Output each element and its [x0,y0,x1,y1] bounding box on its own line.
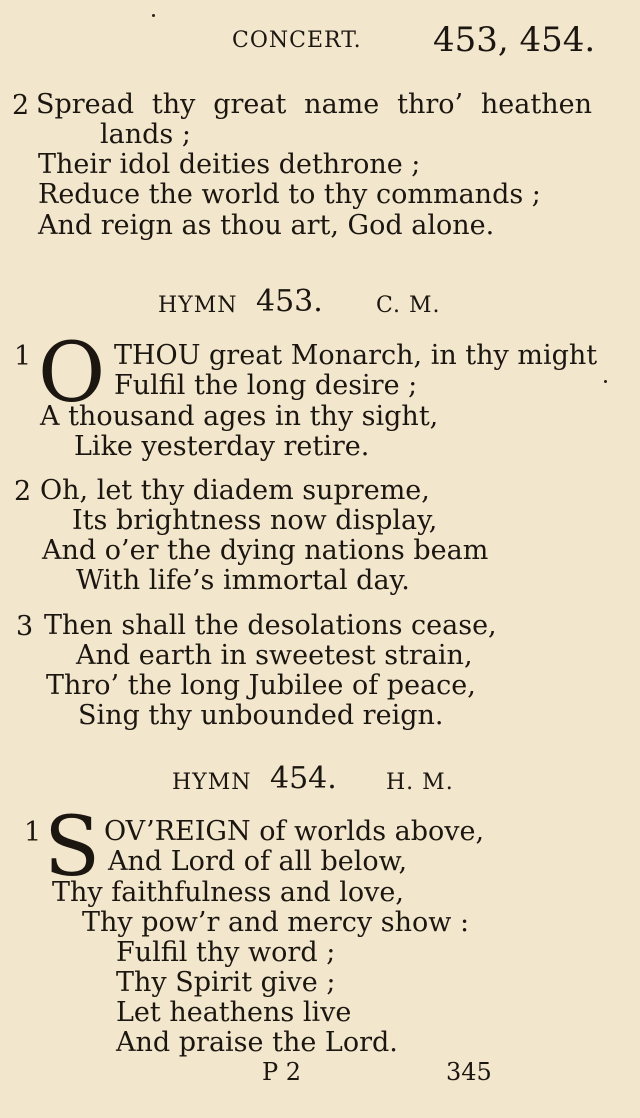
verse-line: With life’s immortal day. [76,565,410,596]
verse-line: Thy Spirit give ; [116,967,336,998]
verse-line: OV’REIGN of worlds above, [104,816,485,847]
ink-speck [152,14,155,17]
verse-line: Fulfil the long desire ; [114,370,418,401]
hymn-number: 453. [256,284,323,319]
verse-line: lands ; [100,119,191,150]
verse-line: And reign as thou art, God alone. [38,210,495,241]
verse-line: Reduce the world to thy commands ; [38,179,541,210]
verse-line: And Lord of all below, [108,846,408,877]
verse-line: Oh, let thy diadem supreme, [40,475,430,506]
drop-capital: S [44,800,101,895]
running-header-hymn-numbers: 453, 454. [433,20,596,60]
verse-line: Its brightness now display, [72,505,438,536]
verse-line: Their idol deities dethrone ; [38,149,421,180]
hymn-title: HYMN [158,293,238,318]
verse-line: Spread thy great name thro’ heathen [36,89,592,120]
drop-capital: O [38,326,106,421]
stanza-number: 3 [16,611,34,642]
verse-line: Thro’ the long Jubilee of peace, [46,670,476,701]
stanza-number: 2 [14,476,32,507]
signature-mark: P 2 [262,1058,302,1086]
verse-line: Thy pow’r and mercy show : [82,907,470,938]
stanza-number: 1 [24,817,42,848]
hymn-number: 454. [270,761,337,796]
page-number: 345 [446,1058,492,1086]
verse-line: Sing thy unbounded reign. [78,700,444,731]
stanza-number: 1 [14,341,32,372]
hymn-meter: H. M. [386,770,454,795]
ink-speck [604,380,607,383]
verse-line: A thousand ages in thy sight, [40,401,439,432]
running-header-title: CONCERT. [232,28,362,53]
hymn-meter: C. M. [376,293,441,318]
hymn-title: HYMN [172,770,252,795]
stanza-number: 2 [12,90,30,121]
verse-line: Let heathens live [116,997,352,1028]
verse-line: And earth in sweetest strain, [76,640,473,671]
verse-line: Then shall the desolations cease, [44,610,497,641]
verse-line: Like yesterday retire. [74,431,370,462]
verse-line: And o’er the dying nations beam [42,535,489,566]
verse-line: Thy faithfulness and love, [52,877,404,908]
verse-line: And praise the Lord. [116,1027,398,1058]
verse-line: Fulfil thy word ; [116,937,336,968]
verse-line: THOU great Monarch, in thy might [114,340,598,371]
